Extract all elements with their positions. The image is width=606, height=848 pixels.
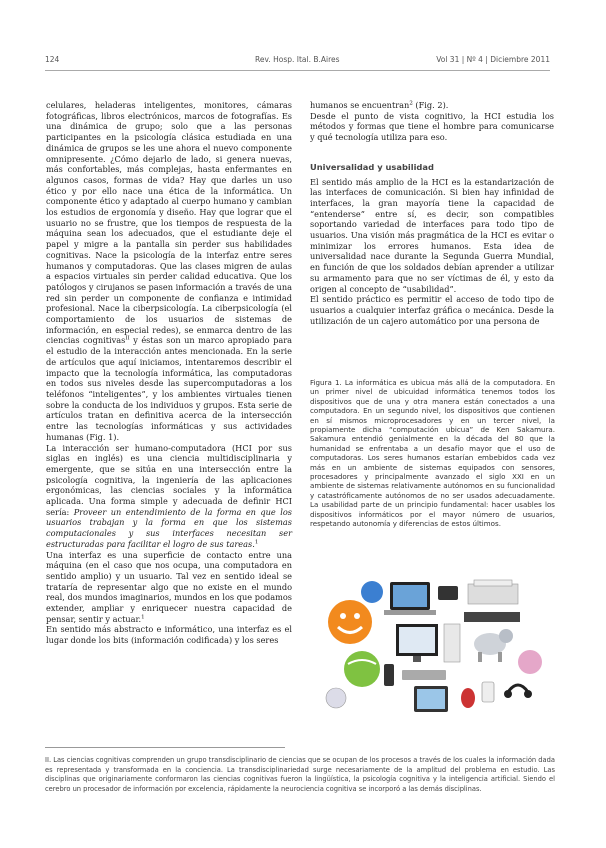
left-paragraph-2: La interacción ser humano-computadora (HCI por sus siglas en inglés) es una ciencia multidisciplinaria y emergente, que se sitúa en una intersección entre la psicología cognitiva, la ingeniería de las aplicaciones ergonómicas, las ciencias sociales y la informática aplicada. Una forma simple y adecuada de definir HCI sería: Proveer un entendimiento de la forma en que los usuarios trabajan y la forma en que los sistemas computacionales y sus interfaces necesitan ser estructuradas para facilitar el logro de sus tareas.$^1$ [46,442,292,549]
monitor-icon [396,624,438,662]
section-title: Universalidad y usabilidad [310,161,434,172]
green-ball-icon [344,651,380,687]
right-paragraph-3: El sentido más amplio de la HCI es la estandarización de las interfaces de comunicación. Si bien hay infinidad de interfaces, la gran mayoría tiene la capacidad de “entenderse” entre sí, es decir, son compatibles soportando variedad de interfaces para todo tipo de usuarios. Una visión más pragmática de la HCI es evitar o minimizar los errores humanos. Esta idea de universalidad nace durante la Segunda Guerra Mundial, en función de que los soldados debían aprender a utilizar su armamento para que no ser víctimas de él, y esto da origen al concepto de “usabilidad”. [310,176,554,294]
pink-robot-icon [518,650,542,674]
left-paragraph-1: celulares, heladeras inteligentes, monitores, cámaras fotográficas, libros electrónicos, marcos de fotografías. Es una dinámica de grupo; solo que a las personas participantes en la psicología clásica estudiada en una dinámica de grupos se les une ahora el nuevo componente omnipresente. ¿Cómo dejarlo de lado, si genera nuevas, más confortables, más complejas, hasta enfermantes en algunos casos, formas de vida? Hay que darles un uso ético y por ello nace una ética de la informática. Un componente ético y adaptado al cuerpo humano y cambian los estudios de ergonomía y diseño. Hay que lograr que el usuario no se frustre, que los tiempos de respuesta de la máquina sean los adecuados, que el estudiante deje el papel y migre a la pantalla sin perder sus habilidades cognitivas. Nace la psicología de la interfaz entre seres humanos y computadoras. Que las clases migren de aulas a espacios virtuales sin perder calidad educativa. Que los patólogos y cirujanos se pasen información a través de una red sin perder un componente de confianza e intimidad profesional. Nace la ciberpsicología. La ciberpsicología (el comportamiento de los usuarios de sistemas de información, en especial redes), se enmarca dentro de las ciencias cognitivas$^{II}$ y éstas son un marco apropiado para el estudio de la interacción antes mencionada. En la serie de artículos que aquí iniciamos, intentaremos describir el impacto que la tecnología informática, las computadoras en todos sus niveles desde las supercomputadoras a los teléfonos “inteligentes”, y los ambientes virtuales tienen sobre la conducta de los individuos y grupos. Esta serie de artículos tratan en definitiva acerca de la intersección entre las tecnologías informáticas y sus actividades humanas (Fig. 1). [46,100,292,442]
headphones-icon [508,685,528,692]
printer-icon [468,580,518,604]
issue-info: Vol 31 | Nº 4 | Diciembre 2011 [436,55,550,64]
figure-caption: Figura 1. La informática es ubicua más allá de la computadora. En un primer nivel de ubicuidad informática tenemos todos los dispositivos que de una y otra manera están conectados a una computadora. En un segundo nivel, los dispositivos que contienen en sí mismos microprocesadores y en un tercer nivel, la propiamente dicha “computación ubicua” de Ken Sakamura. Sakamura entendió genialmente en la década del 80 que la humanidad se enfrentaba a un desafío mayor que el uso de computadoras. Los seres humanos estarían embebidos cada vez más en un ambiente de sistemas equipados con sensores, procesadores y principalmente avanzado el siglo XXI en un ambiente de sistemas relativamente autónomos en su funcionalidad y catastróficamente autónomos de no ser usados adecuadamente. La usabilidad parte de un principio fundamental: hacer usables los dispositivos informáticos por el mayor número de usuarios, respetando autonomía y diferencias de estos últimos. [310,378,555,529]
right-paragraph-2: Desde el punto de vista cognitivo, la HCI estudia los métodos y formas que tiene el hombre para comunicarse y qué tecnología utiliza para eso. [310,110,554,143]
footnote: II. Las ciencias cognitivas comprenden un grupo transdisciplinario de ciencias que se ocupan de los procesos a través de los cuales la información dada es representada y transformada en la conciencia. La transdisciplinariedad surge necesariamente de la amplitud del problema en estudio. Las disciplinas que originariamente conformaron las ciencias cognitivas fueron la lingüística, la psicología cognitiva y la inteligencia artificial. Siendo el cerebro un procesador de información por excelencia, rápidamente la neurociencia cognitiva se incorporó a las demás disciplinas. [45,756,555,793]
pc-tower-icon [444,624,460,662]
disc-icon [326,688,346,708]
footnote-rule [45,747,285,748]
blue-mascot-icon [361,581,383,603]
right-paragraph-4: El sentido práctico es permitir el acceso de todo tipo de usuarios a cualquier interfaz gráfica o mecánica. Desde la utilización de un cajero automático por una persona de [310,294,554,326]
left-paragraph-3: Una interfaz es una superficie de contacto entre una máquina (en el caso que nos ocupa, una computadora en sentido amplio) y un usuario. Tal vez en sentido ideal se trataría de representar algo que no existe en el mundo real, dos mundos imaginarios, mundos en los que podamos extender, ampliar y enriquecer nuestra capacidad de pensar, sentir y actuar.$^1$ [46,549,292,624]
left-column [46,100,292,646]
right-paragraph-1: humanos se encuentran$^2$ (Fig. 2). [310,100,449,110]
smiley-icon [328,600,372,644]
phone-icon [384,664,394,686]
camera-icon [438,586,458,600]
left-paragraph-4: En sentido más abstracto e informático, una interfaz es el lugar donde los bits (información codificada) y los seres [46,624,292,646]
right-column [310,100,554,326]
journal-name: Rev. Hosp. Ital. B.Aires [255,55,340,64]
robot-dog-icon [474,629,513,662]
music-player-icon [482,682,494,702]
laptop-icon [384,582,436,615]
keyboard-icon [402,670,446,680]
figure-devices-image [318,574,548,724]
page-number: 124 [45,55,60,64]
header-rule [45,70,550,71]
mouse-icon [461,688,475,708]
dvd-player-icon [464,612,520,622]
